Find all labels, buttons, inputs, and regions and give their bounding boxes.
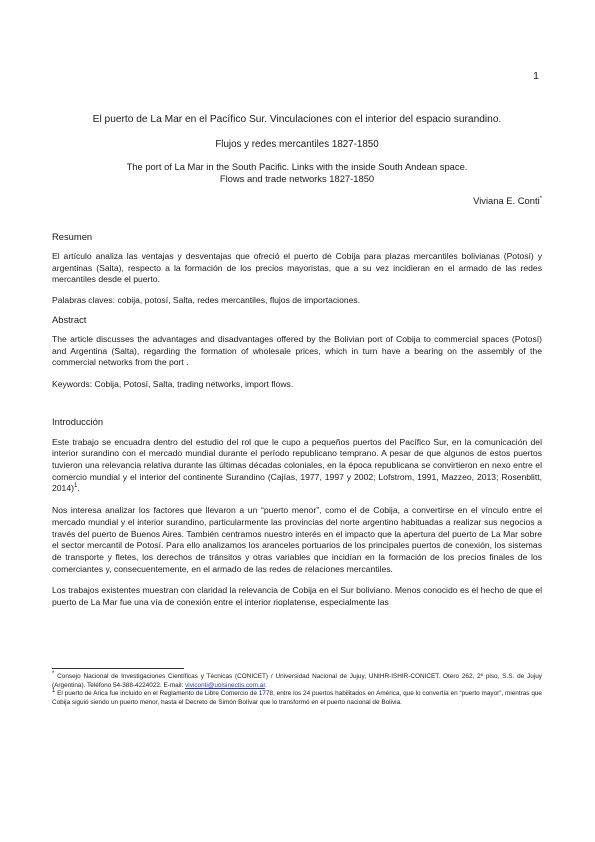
resumen-heading: Resumen	[52, 231, 93, 242]
footnote-author-end: .	[265, 681, 267, 689]
intro-paragraph-1	[52, 437, 542, 496]
footnote-ref-1[interactable]: 1	[73, 483, 78, 490]
footnote-1-text: El puerto de Arica fue incluido en el Reglamento de Libre Comercio de 1778, entre los 24 puertos habilitados en América, que lo convertía en “puerto mayor”, mientras que Cobija siguió siendo un puerto menor, hasta el Decreto de Simón Bolívar que lo transformó en el puerto nacional de Bolivia.	[52, 690, 542, 706]
author-email-link[interactable]: viviconti@uolsinectis.com.ar	[185, 681, 266, 689]
footnote-author-text: Consejo Nacional de Investigaciones Científicas y Técnicas (CONICET) / Universidad Nacional de Jujuy, UNIHR-ISHIR-CONICET. Otero 262, 2º piso, S.S. de Jujuy (Argentina). Teléfono 54-388-4224022. E-mail:	[52, 673, 542, 689]
footnote-1	[52, 690, 542, 707]
intro-p1-text: Este trabajo se encuadra dentro del estudio del rol que le cupo a pequeños puertos del Pacífico Sur, en la comunicación del interior surandino con el mercado mundial durante el período republicano temprano. A pesar de que algunos de estos puertos tuvieron una relevancia relativa durante las últimas décadas coloniales, en la época republicana se convirtieron en nexo entre el comercio mundial y el interior del continente Surandino (Cajías, 1977, 1997 y 2002; Lofstrom, 1991, Mazzeo, 2013; Rosenblitt, 2014)	[52, 436, 542, 494]
intro-paragraph-3: Los trabajos existentes muestran con claridad la relevancia de Cobija en el Sur boliviano. Menos conocido es el hecho de que el puerto de La Mar fue una vía de conexión entre el interior rioplatense, especialmente las	[52, 585, 542, 608]
footnote-separator	[52, 668, 184, 669]
footnotes	[52, 668, 542, 707]
title-es-line1: El puerto de La Mar en el Pacífico Sur. Vinculaciones con el interior del espacio surandino.	[92, 114, 502, 125]
abstract-heading: Abstract	[52, 313, 87, 325]
intro-heading: Introducción	[52, 415, 104, 427]
intro-paragraph-2: Nos interesa analizar los factores que llevaron a un “puerto menor”, como el de Cobija, a convertirse en el vínculo entre el mercado mundial y el interior surandino, particularmente las provincias del norte argentino habituadas a realizar sus negocios a través del puerto de Buenos Aires. También centramos nuestro interés en el impacto que la apertura del puerto de La Mar sobre el sector mercantil de Potosí. Para ello analizamos los aranceles portuarios de los principales puertos de conexión, los sistemas de transporte y fletes, los derechos de tránsitos y otras variables que incidían en la formación de los precios finales de los comerciantes y, consecuentemente, en el armado de las redes de relaciones mercantiles.	[52, 505, 542, 574]
footnote-author	[52, 670, 542, 690]
author-footnote-mark[interactable]: *	[539, 195, 542, 202]
author-name	[52, 195, 542, 206]
resumen-text: El artículo analiza las ventajas y desventajas que ofreció el puerto de Cobija para plazas mercantiles bolivianas (Potosí) y argentinas (Salta), respecto a la formación de los precios mayoristas, que a su vez incidieran en el armado de las redes mercantiles desde el puerto.	[52, 251, 542, 285]
title-es-line2: Flujos y redes mercantiles 1827-1850	[215, 139, 379, 150]
footnote-1-mark: 1	[52, 688, 56, 695]
palabras-claves: Palabras claves: cobija, potosí, Salta, redes mercantiles, flujos de importaciones.	[52, 295, 361, 306]
page-number: 1	[533, 70, 539, 82]
abstract-text: The article discusses the advantages and disadvantages offered by the Bolivian port of Cobija to commercial spaces (Potosí) and Argentina (Salta), regarding the formation of wholesale prices, which in turn have a bearing on the assembly of the commercial networks from the port .	[52, 333, 542, 368]
title-en-line1: The port of La Mar in the South Pacific. Links with the inside South Andean space.	[126, 161, 468, 172]
author-text: Viviana E. Conti	[473, 195, 540, 206]
intro-p1-end: .	[77, 483, 80, 494]
keywords: Keywords: Cobija, Potosí, Salta, trading networks, import flows.	[52, 378, 294, 389]
footnote-author-mark: *	[52, 670, 55, 677]
title-en-line2: Flows and trade networks 1827-1850	[219, 173, 375, 184]
main-content	[52, 113, 542, 609]
